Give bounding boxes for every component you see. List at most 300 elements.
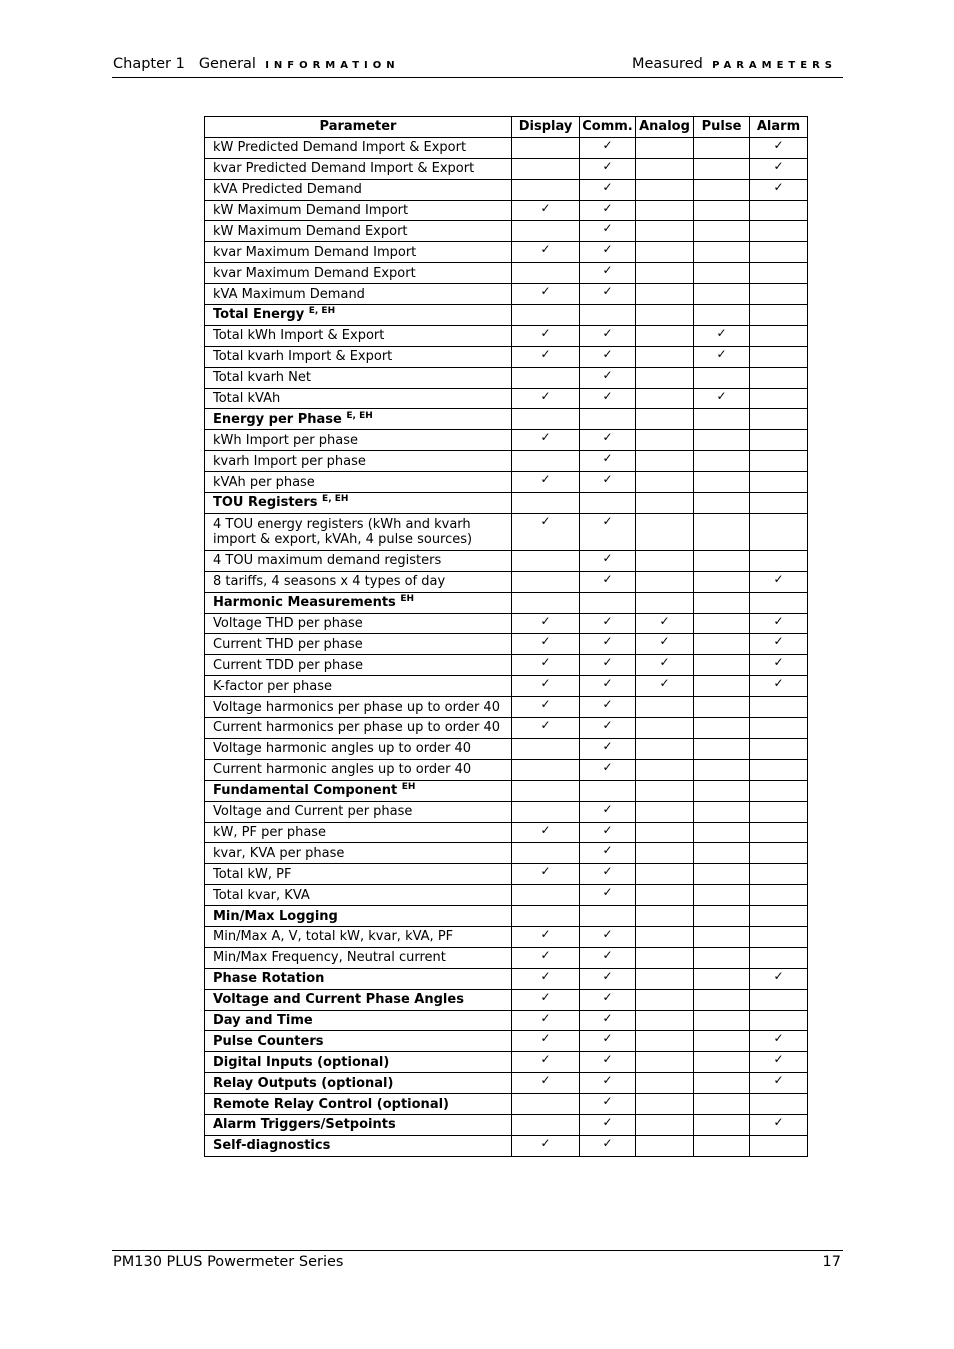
- capability-cell: [580, 676, 636, 697]
- parameter-name: kvar Predicted Demand Import & Export: [213, 161, 475, 177]
- parameter-cell: [205, 284, 512, 305]
- capability-cell: [694, 263, 750, 284]
- parameter-cell: [205, 451, 512, 472]
- parameter-cell: [205, 676, 512, 697]
- capability-cell: [636, 158, 694, 179]
- capability-cell: [512, 655, 580, 676]
- parameter-cell: [205, 513, 512, 550]
- capability-cell: [750, 1010, 808, 1031]
- capability-cell: [580, 926, 636, 947]
- capability-cell: [580, 388, 636, 409]
- table-row: [205, 137, 808, 158]
- parameter-cell: [205, 947, 512, 968]
- capability-cell: [636, 947, 694, 968]
- table-row: [205, 1135, 808, 1156]
- capability-cell: [512, 718, 580, 739]
- capability-cell: [512, 179, 580, 200]
- parameter-name: kvarh Import per phase: [213, 453, 366, 469]
- parameter-name: Alarm Triggers/Setpoints: [213, 1117, 396, 1133]
- capability-cell: [636, 325, 694, 346]
- check-icon: ✓: [602, 571, 613, 586]
- parameter-name: Current TDD per phase: [213, 657, 364, 673]
- check-icon: ✓: [540, 864, 551, 879]
- capability-cell: [580, 968, 636, 989]
- check-icon: ✓: [602, 613, 613, 628]
- check-icon: ✓: [773, 676, 784, 691]
- check-icon: ✓: [602, 263, 613, 278]
- capability-cell: [636, 592, 694, 613]
- capability-cell: [636, 409, 694, 430]
- capability-cell: [580, 1073, 636, 1094]
- check-icon: ✓: [602, 947, 613, 962]
- capability-cell: [750, 451, 808, 472]
- parameter-cell: [205, 1114, 512, 1135]
- capability-cell: [512, 697, 580, 718]
- parameter-name: kvar Maximum Demand Import: [213, 244, 417, 260]
- capability-cell: [694, 221, 750, 242]
- check-icon: ✓: [602, 1073, 613, 1088]
- parameter-cell: [205, 325, 512, 346]
- parameter-cell: [205, 738, 512, 759]
- check-icon: ✓: [540, 325, 551, 340]
- capability-cell: [512, 1052, 580, 1073]
- parameter-name: Remote Relay Control (optional): [213, 1096, 449, 1112]
- capability-cell: [636, 926, 694, 947]
- page-footer: [112, 1250, 843, 1273]
- table-row: [205, 430, 808, 451]
- parameter-name: Voltage harmonics per phase up to order 40: [213, 699, 500, 715]
- capability-cell: [694, 1073, 750, 1094]
- table-row: [205, 284, 808, 305]
- parameter-name: Fundamental Component: [213, 783, 398, 799]
- capability-cell: [750, 718, 808, 739]
- capability-cell: [512, 472, 580, 493]
- check-icon: ✓: [659, 613, 670, 628]
- check-icon: ✓: [540, 989, 551, 1004]
- check-icon: ✓: [773, 158, 784, 173]
- check-icon: ✓: [540, 926, 551, 941]
- edition-superscript: EH: [400, 594, 415, 605]
- capability-cell: [580, 263, 636, 284]
- check-icon: ✓: [773, 571, 784, 586]
- capability-cell: [580, 284, 636, 305]
- parameter-name: Relay Outputs (optional): [213, 1075, 394, 1091]
- capability-cell: [512, 676, 580, 697]
- check-icon: ✓: [540, 968, 551, 983]
- parameter-name: kVA Maximum Demand: [213, 286, 365, 302]
- capability-cell: [580, 738, 636, 759]
- capability-cell: [694, 137, 750, 158]
- table-row: [205, 221, 808, 242]
- capability-cell: [694, 738, 750, 759]
- table-row: [205, 592, 808, 613]
- parameter-cell: [205, 367, 512, 388]
- topic-caps: PARAMETERS: [712, 60, 837, 71]
- capability-cell: [512, 430, 580, 451]
- capability-cell: [750, 634, 808, 655]
- table-row: [205, 926, 808, 947]
- table-row: [205, 571, 808, 592]
- parameter-cell: [205, 550, 512, 571]
- check-icon: ✓: [602, 137, 613, 152]
- parameter-name: kvar, KVA per phase: [213, 845, 345, 861]
- check-icon: ✓: [602, 864, 613, 879]
- capability-cell: [750, 655, 808, 676]
- capability-cell: [750, 1094, 808, 1115]
- capability-cell: [750, 780, 808, 801]
- check-icon: ✓: [602, 346, 613, 361]
- parameter-cell: [205, 1094, 512, 1115]
- capability-cell: [636, 864, 694, 885]
- table-row: [205, 718, 808, 739]
- check-icon: ✓: [773, 968, 784, 983]
- capability-cell: [750, 906, 808, 927]
- parameter-name: Energy per Phase: [213, 411, 342, 427]
- check-icon: ✓: [602, 325, 613, 340]
- capability-cell: [694, 926, 750, 947]
- table-row: [205, 1094, 808, 1115]
- parameter-cell: [205, 221, 512, 242]
- table-header-row: [205, 117, 808, 138]
- capability-cell: [750, 613, 808, 634]
- parameter-name: Digital Inputs (optional): [213, 1054, 390, 1070]
- capability-cell: [750, 242, 808, 263]
- capability-cell: [636, 676, 694, 697]
- parameter-cell: [205, 634, 512, 655]
- capability-cell: [694, 718, 750, 739]
- footer-page-number: 17: [822, 1254, 841, 1270]
- capability-cell: [750, 738, 808, 759]
- table-row: [205, 780, 808, 801]
- table-row: [205, 493, 808, 514]
- check-icon: ✓: [602, 367, 613, 382]
- capability-cell: [694, 592, 750, 613]
- capability-cell: [750, 592, 808, 613]
- parameter-name: Current harmonics per phase up to order 40: [213, 720, 501, 736]
- check-icon: ✓: [540, 430, 551, 445]
- capability-cell: [512, 947, 580, 968]
- capability-cell: [750, 305, 808, 326]
- check-icon: ✓: [716, 346, 727, 361]
- check-icon: ✓: [540, 242, 551, 257]
- parameter-name: Total kvar, KVA: [213, 887, 310, 903]
- capability-cell: [694, 968, 750, 989]
- parameter-cell: [205, 409, 512, 430]
- capability-cell: [750, 571, 808, 592]
- capability-cell: [750, 472, 808, 493]
- capability-cell: [750, 1052, 808, 1073]
- capability-cell: [636, 1073, 694, 1094]
- capability-cell: [580, 885, 636, 906]
- check-icon: ✓: [716, 388, 727, 403]
- check-icon: ✓: [540, 697, 551, 712]
- capability-cell: [512, 1073, 580, 1094]
- parameter-name: Total Energy: [213, 307, 305, 323]
- capability-cell: [512, 325, 580, 346]
- parameter-name: 4 TOU maximum demand registers: [213, 553, 442, 569]
- capability-cell: [750, 1135, 808, 1156]
- capability-cell: [694, 367, 750, 388]
- table-row: [205, 822, 808, 843]
- section-caps: INFORMATION: [265, 60, 400, 71]
- parameter-cell: [205, 885, 512, 906]
- capability-cell: [512, 284, 580, 305]
- table-row: [205, 655, 808, 676]
- capability-cell: [512, 1094, 580, 1115]
- parameter-cell: [205, 1031, 512, 1052]
- capability-cell: [636, 513, 694, 550]
- capability-cell: [580, 1094, 636, 1115]
- capability-cell: [580, 655, 636, 676]
- parameter-cell: [205, 179, 512, 200]
- section-word: General: [198, 56, 256, 72]
- capability-cell: [694, 613, 750, 634]
- capability-cell: [512, 158, 580, 179]
- parameter-name: Voltage and Current Phase Angles: [213, 992, 464, 1008]
- capability-cell: [512, 493, 580, 514]
- column-header: Pulse: [694, 117, 750, 138]
- capability-cell: [580, 430, 636, 451]
- capability-cell: [694, 780, 750, 801]
- check-icon: ✓: [659, 634, 670, 649]
- parameter-cell: [205, 1052, 512, 1073]
- capability-cell: [750, 1031, 808, 1052]
- parameter-name: K-factor per phase: [213, 678, 333, 694]
- capability-cell: [580, 718, 636, 739]
- check-icon: ✓: [602, 1052, 613, 1067]
- capability-cell: [636, 613, 694, 634]
- capability-cell: [636, 885, 694, 906]
- parameter-cell: [205, 968, 512, 989]
- capability-cell: [636, 1052, 694, 1073]
- table-row: [205, 200, 808, 221]
- capability-cell: [750, 493, 808, 514]
- capability-cell: [636, 200, 694, 221]
- capability-cell: [750, 1073, 808, 1094]
- capability-cell: [636, 221, 694, 242]
- capability-cell: [750, 367, 808, 388]
- table-row: [205, 843, 808, 864]
- table-row: [205, 968, 808, 989]
- capability-cell: [512, 822, 580, 843]
- capability-cell: [750, 430, 808, 451]
- parameter-name: Pulse Counters: [213, 1033, 324, 1049]
- check-icon: ✓: [540, 1052, 551, 1067]
- parameter-cell: [205, 843, 512, 864]
- capability-cell: [512, 137, 580, 158]
- capability-cell: [636, 263, 694, 284]
- parameter-cell: [205, 263, 512, 284]
- column-header: Analog: [636, 117, 694, 138]
- check-icon: ✓: [540, 1031, 551, 1046]
- capability-cell: [512, 1114, 580, 1135]
- capability-cell: [580, 1114, 636, 1135]
- capability-cell: [694, 947, 750, 968]
- capability-cell: [694, 493, 750, 514]
- edition-superscript: E, EH: [308, 306, 336, 317]
- capability-cell: [512, 263, 580, 284]
- header-topic: [632, 56, 837, 72]
- capability-cell: [580, 634, 636, 655]
- measured-parameters-table: [204, 116, 808, 1157]
- page-header: [112, 54, 843, 78]
- check-icon: ✓: [773, 613, 784, 628]
- table-row: [205, 1010, 808, 1031]
- check-icon: ✓: [602, 676, 613, 691]
- parameter-name: Total kW, PF: [213, 866, 292, 882]
- check-icon: ✓: [602, 801, 613, 816]
- capability-cell: [750, 864, 808, 885]
- check-icon: ✓: [716, 325, 727, 340]
- capability-cell: [512, 801, 580, 822]
- parameter-cell: [205, 472, 512, 493]
- table-row: [205, 158, 808, 179]
- check-icon: ✓: [602, 759, 613, 774]
- capability-cell: [580, 1135, 636, 1156]
- capability-cell: [694, 885, 750, 906]
- capability-cell: [580, 1052, 636, 1073]
- capability-cell: [636, 137, 694, 158]
- capability-cell: [636, 284, 694, 305]
- parameter-cell: [205, 989, 512, 1010]
- check-icon: ✓: [773, 137, 784, 152]
- table-row: [205, 409, 808, 430]
- capability-cell: [512, 989, 580, 1010]
- capability-cell: [512, 1135, 580, 1156]
- capability-cell: [580, 179, 636, 200]
- check-icon: ✓: [540, 655, 551, 670]
- table-row: [205, 697, 808, 718]
- capability-cell: [636, 906, 694, 927]
- capability-cell: [694, 513, 750, 550]
- capability-cell: [636, 346, 694, 367]
- capability-cell: [580, 801, 636, 822]
- capability-cell: [512, 346, 580, 367]
- parameter-cell: [205, 759, 512, 780]
- capability-cell: [750, 158, 808, 179]
- capability-cell: [636, 697, 694, 718]
- capability-cell: [636, 738, 694, 759]
- capability-cell: [580, 780, 636, 801]
- edition-superscript: E, EH: [346, 410, 373, 421]
- check-icon: ✓: [602, 634, 613, 649]
- header-chapter: [113, 56, 400, 72]
- capability-cell: [694, 305, 750, 326]
- capability-cell: [750, 926, 808, 947]
- capability-cell: [694, 801, 750, 822]
- parameter-name-continued: import & export, kVAh, 4 pulse sources): [213, 531, 473, 547]
- check-icon: ✓: [773, 1052, 784, 1067]
- column-header: Alarm: [750, 117, 808, 138]
- check-icon: ✓: [540, 634, 551, 649]
- capability-cell: [750, 325, 808, 346]
- capability-cell: [512, 885, 580, 906]
- capability-cell: [636, 759, 694, 780]
- capability-cell: [512, 1031, 580, 1052]
- capability-cell: [580, 550, 636, 571]
- capability-cell: [694, 451, 750, 472]
- capability-cell: [694, 676, 750, 697]
- check-icon: ✓: [540, 1135, 551, 1150]
- capability-cell: [580, 1010, 636, 1031]
- parameter-cell: [205, 864, 512, 885]
- parameter-cell: [205, 822, 512, 843]
- table-row: [205, 305, 808, 326]
- parameter-cell: [205, 697, 512, 718]
- capability-cell: [750, 822, 808, 843]
- table-row: [205, 759, 808, 780]
- capability-cell: [580, 305, 636, 326]
- capability-cell: [694, 1010, 750, 1031]
- parameter-cell: [205, 242, 512, 263]
- parameter-name: kWh Import per phase: [213, 432, 358, 448]
- table-row: [205, 676, 808, 697]
- capability-cell: [636, 1031, 694, 1052]
- table-row: [205, 346, 808, 367]
- parameter-name: Current THD per phase: [213, 636, 363, 652]
- capability-cell: [580, 472, 636, 493]
- parameter-cell: [205, 906, 512, 927]
- parameter-name: kW Maximum Demand Import: [213, 203, 409, 218]
- capability-cell: [580, 697, 636, 718]
- table-row: [205, 1073, 808, 1094]
- parameter-cell: [205, 926, 512, 947]
- capability-cell: [580, 221, 636, 242]
- check-icon: ✓: [602, 885, 613, 900]
- capability-cell: [750, 409, 808, 430]
- capability-cell: [694, 864, 750, 885]
- check-icon: ✓: [602, 926, 613, 941]
- parameter-cell: [205, 388, 512, 409]
- parameter-name: Current harmonic angles up to order 40: [213, 762, 472, 778]
- capability-cell: [512, 926, 580, 947]
- parameter-cell: [205, 571, 512, 592]
- check-icon: ✓: [602, 242, 613, 257]
- capability-cell: [636, 843, 694, 864]
- capability-cell: [580, 822, 636, 843]
- capability-cell: [636, 1135, 694, 1156]
- capability-cell: [580, 409, 636, 430]
- capability-cell: [512, 409, 580, 430]
- parameter-name: kVAh per phase: [213, 474, 315, 490]
- check-icon: ✓: [602, 1094, 613, 1109]
- parameter-name: kvar Maximum Demand Export: [213, 265, 416, 281]
- check-icon: ✓: [602, 1114, 613, 1129]
- capability-cell: [636, 1114, 694, 1135]
- parameter-cell: [205, 592, 512, 613]
- check-icon: ✓: [602, 388, 613, 403]
- parameter-cell: [205, 613, 512, 634]
- parameter-cell: [205, 158, 512, 179]
- table-row: [205, 1114, 808, 1135]
- column-header: Comm.: [580, 117, 636, 138]
- parameter-name: Total kvarh Import & Export: [213, 349, 393, 365]
- check-icon: ✓: [602, 697, 613, 712]
- capability-cell: [694, 759, 750, 780]
- parameter-name: kW, PF per phase: [213, 824, 327, 840]
- table-row: [205, 634, 808, 655]
- capability-cell: [580, 989, 636, 1010]
- parameter-cell: [205, 137, 512, 158]
- capability-cell: [512, 634, 580, 655]
- parameter-name: 8 tariffs, 4 seasons x 4 types of day: [213, 574, 446, 590]
- check-icon: ✓: [602, 451, 613, 466]
- capability-cell: [750, 759, 808, 780]
- check-icon: ✓: [602, 158, 613, 173]
- table-row: [205, 550, 808, 571]
- parameter-name: Total kWh Import & Export: [213, 328, 385, 344]
- capability-cell: [694, 200, 750, 221]
